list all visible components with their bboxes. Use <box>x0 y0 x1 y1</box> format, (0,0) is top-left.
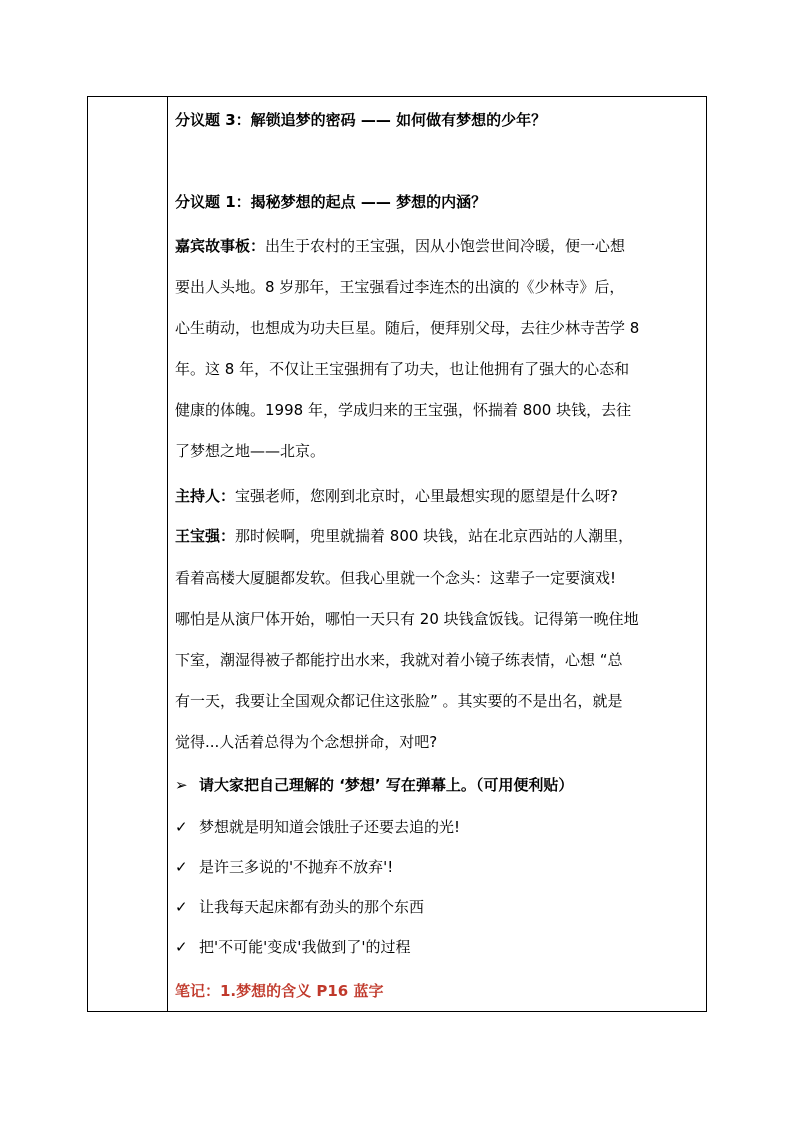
topic3-heading: 分议题 3：解锁追梦的密码 —— 如何做有梦想的少年？ <box>175 111 547 129</box>
answer-text: 梦想就是明知道会饿肚子还要去追的光! <box>199 818 461 836</box>
check-icon: ✓ <box>175 818 188 836</box>
guest-story-label: 嘉宾故事板： <box>175 237 266 255</box>
host-text: 宝强老师，您刚到北京时，心里最想实现的愿望是什么呀? <box>235 487 618 505</box>
guest-story-line-3: 心生萌动，也想成为功夫巨星。随后，便拜别父母，去往少林寺苦学 8 <box>175 319 640 337</box>
wang-line-2: 看着高楼大厦腿都发软。但我心里就一个念头：这辈子一定要演戏! <box>175 569 617 587</box>
guest-story-line-6: 了梦想之地——北京。 <box>175 442 326 460</box>
check-icon: ✓ <box>175 938 188 956</box>
host-line <box>175 486 618 506</box>
wang-line-5: 有一天，我要让全国观众都记住这张脸” 。其实要的不是出名，就是 <box>175 692 623 710</box>
prompt-text: 请大家把自己理解的 ‘梦想’ 写在弹幕上。（可用便利贴） <box>199 776 574 794</box>
wang-text: 那时候啊，兜里就揣着 800 块钱，站在北京西站的人潮里， <box>235 527 634 545</box>
guest-story-line-1 <box>175 236 625 256</box>
answer-text: 是许三多说的'不抛弃不放弃'! <box>199 858 394 876</box>
guest-story-text: 出生于农村的王宝强，因从小饱尝世间冷暖，便一心想 <box>265 237 626 255</box>
answer-text: 把'不可能'变成'我做到了'的过程 <box>199 938 411 956</box>
answer-item <box>175 817 460 837</box>
note-text: 笔记：1.梦想的含义 P16 蓝字 <box>175 982 384 1000</box>
answer-item <box>175 897 424 917</box>
guest-story-line-2: 要出人头地。8 岁那年，王宝强看过李连杰的出演的《少林寺》后， <box>175 278 625 296</box>
prompt-line <box>175 775 573 795</box>
arrow-bullet-icon: ➢ <box>175 776 188 794</box>
column-divider <box>167 97 168 1011</box>
guest-story-line-4: 年。这 8 年，不仅让王宝强拥有了功夫，也让他拥有了强大的心态和 <box>175 360 630 378</box>
wang-line-1 <box>175 526 633 546</box>
answer-item <box>175 937 411 957</box>
wang-line-4: 下室，潮湿得被子都能拧出水来，我就对着小镜子练表情，心想 “总 <box>175 651 623 669</box>
host-label: 主持人： <box>175 487 236 505</box>
topic1-heading: 分议题 1：揭秘梦想的起点 —— 梦想的内涵？ <box>175 193 487 211</box>
check-icon: ✓ <box>175 898 188 916</box>
wang-label: 王宝强： <box>175 527 236 545</box>
answer-item <box>175 857 393 877</box>
answer-text: 让我每天起床都有劲头的那个东西 <box>199 898 425 916</box>
lesson-table <box>87 96 707 1012</box>
wang-line-6: 觉得...人活着总得为个念想拼命，对吧? <box>175 733 438 751</box>
guest-story-line-5: 健康的体魄。1998 年，学成归来的王宝强，怀揣着 800 块钱，去往 <box>175 401 632 419</box>
check-icon: ✓ <box>175 858 188 876</box>
wang-line-3: 哪怕是从演尸体开始，哪怕一天只有 20 块钱盒饭钱。记得第一晚住地 <box>175 610 639 628</box>
